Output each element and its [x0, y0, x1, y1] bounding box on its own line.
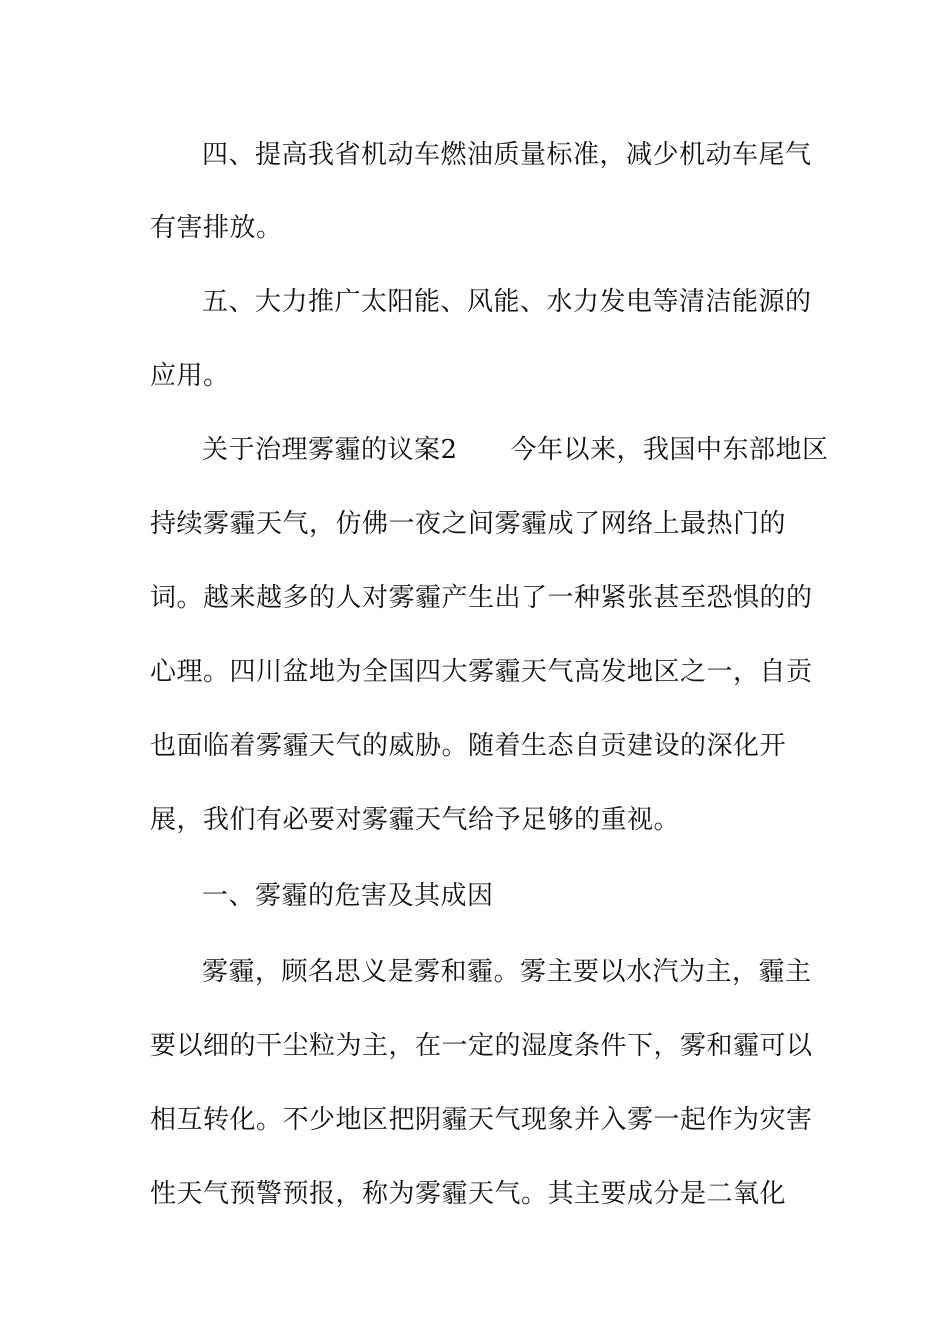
paragraph-line: 相互转化。不少地区把阴霾天气现象并入雾一起作为灾害 [150, 1105, 813, 1135]
paragraph-line: 心理。四川盆地为全国四大雾霾天气高发地区之一，自贡 [150, 657, 813, 687]
paragraph-line: 有害排放。 [150, 213, 283, 243]
paragraph-line: 四、提高我省机动车燃油质量标准，减少机动车尾气 [202, 140, 812, 170]
section-heading: 一、雾霾的危害及其成因 [202, 881, 494, 911]
paragraph-line: 展，我们有必要对雾霾天气给予足够的重视。 [150, 805, 681, 835]
paragraph-line: 也面临着雾霾天气的威胁。随着生态自贡建设的深化开 [150, 731, 787, 761]
paragraph-line: 关于治理雾霾的议案2 今年以来，我国中东部地区 [202, 435, 829, 465]
paragraph-line: 应用。 [150, 361, 230, 391]
paragraph-line: 要以细的干尘粒为主，在一定的湿度条件下，雾和霾可以 [150, 1031, 813, 1061]
paragraph-line: 雾霾，顾名思义是雾和霾。雾主要以水汽为主，霾主 [202, 957, 812, 987]
paragraph-line: 词。越来越多的人对雾霾产生出了一种紧张甚至恐惧的的 [150, 583, 813, 613]
paragraph-line: 持续雾霾天气，仿佛一夜之间雾霾成了网络上最热门的 [150, 509, 787, 539]
paragraph-line: 五、大力推广太阳能、风能、水力发电等清洁能源的 [202, 287, 812, 317]
paragraph-line: 性天气预警预报，称为雾霾天气。其主要成分是二氧化 [150, 1179, 787, 1209]
